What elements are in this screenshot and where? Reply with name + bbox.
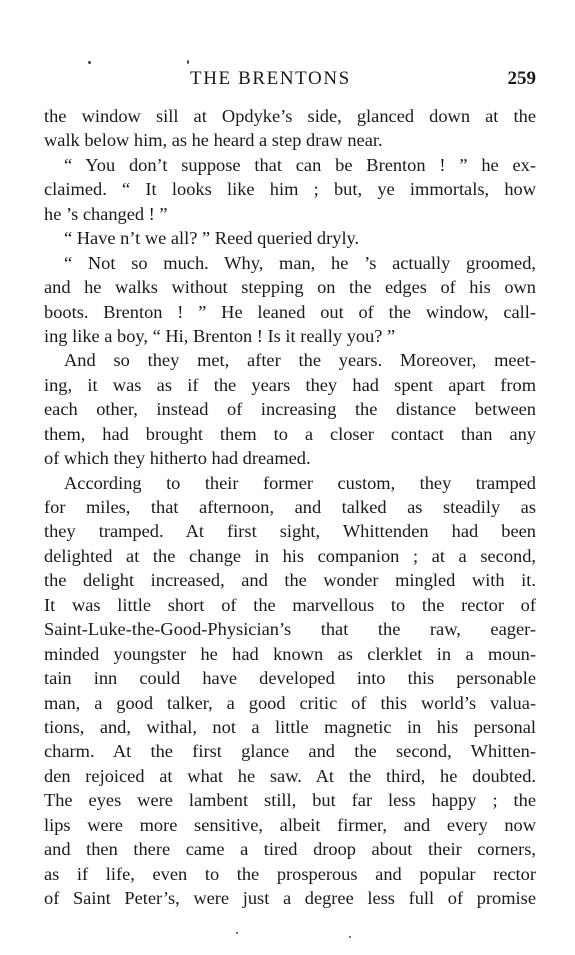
text-line: of which they hitherto had dreamed. (44, 448, 311, 469)
text-line: According to their former custom, they tramped (64, 472, 536, 493)
text-line: delighted at the change in his companion ; at a second, (44, 545, 536, 566)
text-line: as if life, even to the prosperous and popular rector (44, 863, 536, 884)
text-line: “ Have n’t we all? ” Reed queried dryly. (64, 228, 360, 249)
text-line: they tramped. At first sight, Whittenden had been (44, 521, 536, 542)
text-line: den rejoiced at what he saw. At the third, he doubted. (44, 765, 536, 786)
text-line: “ You don’t suppose that can be Brenton ! ” he ex- (64, 154, 536, 175)
text-line: walk below him, as he heard a step draw near. (44, 130, 383, 151)
text-line: the window sill at Opdyke’s side, glanced down at the (44, 106, 536, 126)
text-line: “ Not so much. Why, man, he ’s actually groomed, (64, 252, 536, 273)
page-header (44, 68, 536, 94)
text-line: tions, and, withal, not a little magnetic in his personal (44, 716, 536, 737)
text-line: for miles, that afternoon, and talked as steadily as (44, 497, 536, 517)
text-line: and he walks without stepping on the edges of his own (44, 277, 536, 298)
ink-speck (236, 932, 238, 934)
text-line: man, a good talker, a good critic of this world’s valua- (44, 692, 536, 713)
text-line: boots. Brenton ! ” He leaned out of the window, call- (44, 301, 536, 322)
text-line: ing like a boy, “ Hi, Brenton ! Is it really you? ” (44, 325, 396, 346)
text-line: It was little short of the marvellous to the rector of (44, 594, 536, 615)
page-number: 259 (507, 68, 536, 89)
text-line: charm. At the first glance and the second, Whitten- (44, 741, 536, 762)
text-line: them, had brought them to a closer contact than any (44, 423, 536, 444)
ink-speck (187, 60, 189, 64)
text-line: each other, instead of increasing the distance between (44, 399, 536, 420)
ink-speck (88, 61, 91, 64)
text-line: tain inn could have developed into this personable (44, 668, 536, 689)
text-line: he ’s changed ! ” (44, 203, 168, 224)
text-line: and then there came a tired droop about their corners, (44, 839, 536, 860)
text-line: minded youngster he had known as clerklet in a moun- (44, 643, 536, 664)
text-line: the delight increased, and the wonder mingled with it. (44, 570, 536, 591)
text-line: The eyes were lambent still, but far less happy ; the (44, 790, 536, 811)
text-line: lips were more sensitive, albeit firmer, and every now (44, 814, 536, 835)
text-line: claimed. “ It looks like him ; but, ye immortals, how (44, 179, 536, 200)
running-head: THE BRENTONS (190, 68, 351, 89)
text-line: ing, it was as if the years they had spent apart from (44, 374, 536, 395)
text-line: And so they met, after the years. Moreover, meet- (64, 350, 536, 371)
text-line: Saint-Luke-the-Good-Physician’s that the raw, eager- (44, 619, 536, 640)
body-text (44, 104, 536, 910)
text-line: of Saint Peter’s, were just a degree less full of promise (44, 888, 536, 908)
ink-speck (349, 936, 351, 938)
